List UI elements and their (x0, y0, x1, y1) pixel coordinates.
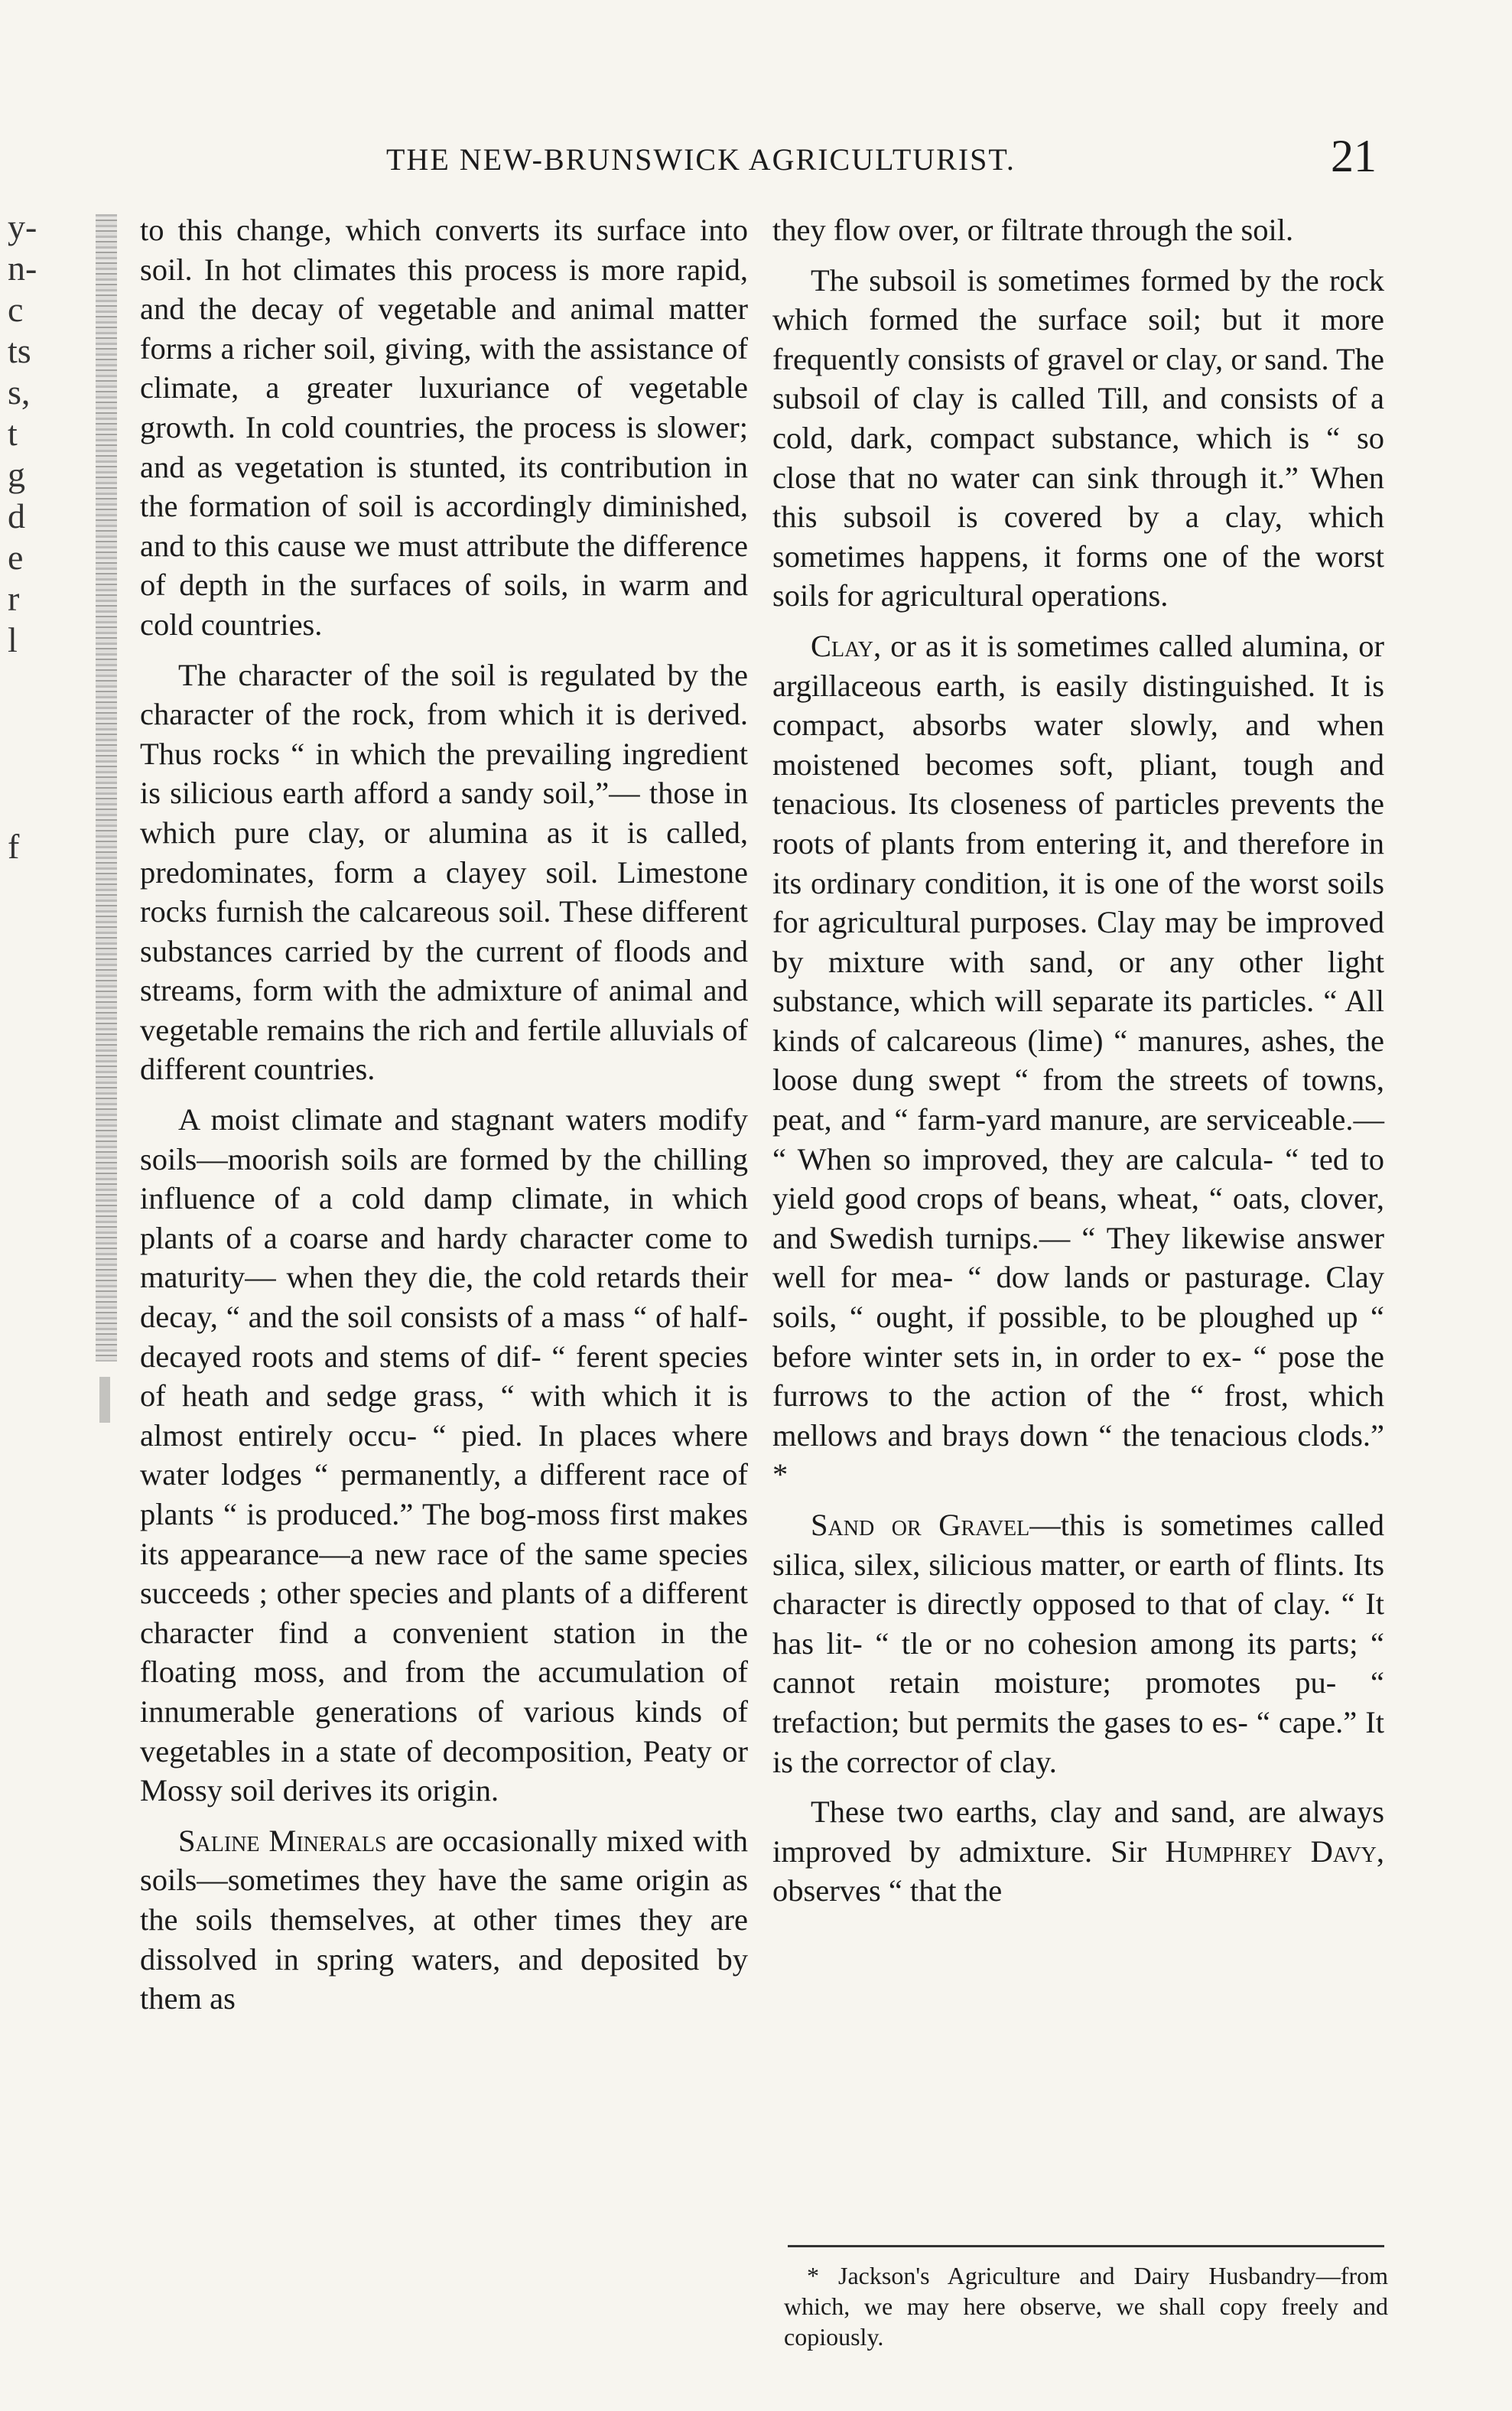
gutter-fragment: l (8, 620, 18, 659)
paragraph (772, 626, 1384, 1495)
footnote: * Jackson's Agriculture and Dairy Husbandry—from which, we may here observe, we shall copy freely and copiously. (784, 2262, 1388, 2351)
paragraph (772, 1505, 1384, 1781)
page-binding-mark (99, 1377, 110, 1423)
paragraph-text: These two earths, clay and sand, are always improved by admixture. Sir (772, 1794, 1384, 1869)
footnote-rule (788, 2245, 1384, 2247)
gutter-fragment: y- (8, 207, 37, 246)
paragraph: A moist climate and stagnant waters modify soils—moorish soils are formed by the chilling influence of a cold damp climate, in which plants of a coarse and hardy character come to maturity— when they die, the cold retards their decay, “ and the soil consists of a mass “ of half-decayed roots and stems of dif- “ ferent species of heath and sedge grass, “ with which it is almost entirely occu- “ pied. In places where water lodges “ permanently, a different race of plants “ is produced.” The bog-moss first makes its appearance—a new race of the same species succeeds ; other species and plants of a different character find a convenient station in the floating moss, and from the accumulation of innumerable generations of various kinds of vegetables in a state of decomposition, Peaty or Mossy soil derives its origin. (140, 1102, 748, 1808)
paragraph-text: —this is sometimes called silica, silex, silicious matter, or earth of flints. Its character is directly opposed to that of clay. “ It has lit- “ tle or no cohesion among its parts; “ cannot retain moisture; promotes pu- “ trefaction; but permits the gases to es- “ cape.” It is the corrector of clay. (772, 1508, 1384, 1779)
running-header (138, 131, 1377, 187)
paragraph: they flow over, or filtrate through the soil. (772, 213, 1294, 247)
paragraph-text: observes “ that the (772, 1873, 1003, 1908)
gutter-fragment: f (8, 827, 20, 866)
section-lead: Sand or Gravel (811, 1508, 1030, 1542)
paragraph: The character of the soil is regulated by the character of the rock, from which it is derived. Thus rocks “ in which the prevailing ingredient is silicious earth afford a sandy soil,”— those in which pure clay, or alumina as it is called, predominates, form a clayey soil. Limestone rocks furnish the calcareous soil. These different substances carried by the current of floods and streams, form with the admixture of animal and vegetable remains the rich and fertile alluvials of different countries. (140, 657, 748, 1087)
gutter-fragment: c (8, 290, 24, 329)
gutter-fragment (0, 785, 84, 826)
gutter-fragment (0, 702, 84, 743)
gutter-fragment: t (8, 414, 18, 453)
paragraph (140, 1821, 748, 2019)
gutter-fragment: g (8, 455, 25, 494)
gutter-fragment: n- (8, 249, 37, 288)
gutter-fragment: e (8, 538, 24, 577)
gutter-fragment: s, (8, 373, 31, 412)
paragraph: to this change, which converts its surface into soil. In hot climates this process is more rapid, and the decay of vegetable and animal matter forms a richer soil, giving, with the assistance of climate, a greater luxuriance of vegetable growth. In cold countries, the process is slower; and as vegetation is stunted, its contribution in the formation of soil is accordingly diminished, and to this cause we must attribute the difference of depth in the surfaces of soils, in warm and cold countries. (140, 213, 748, 642)
page-number: 21 (1331, 131, 1377, 181)
paragraph-text: are occasionally mixed with soils—sometimes they have the same origin as the soils themselves, at other times they are dissolved in spring waters, and deposited by them as (140, 1823, 749, 2016)
section-lead: Saline Minerals (178, 1823, 387, 1858)
left-column (140, 210, 748, 2029)
gutter-fragment (0, 743, 84, 785)
gutter-fragment: r (8, 579, 20, 618)
paragraph: The subsoil is sometimes formed by the rock which formed the surface soil; but it more frequently consists of gravel or clay, or sand. The subsoil of clay is called Till, and consists of a cold, dark, compact substance, which is “ so close that no water can sink through it.” When this subsoil is covered by a clay, which sometimes happens, it forms one of the worst soils for agricultural operations. (772, 262, 1384, 613)
gutter-fragment (0, 661, 84, 702)
right-column (772, 210, 1384, 1921)
gutter-fragment: d (8, 496, 25, 535)
page-binding-edge (96, 214, 117, 1362)
running-title: THE NEW-BRUNSWICK AGRICULTURIST. (386, 142, 1016, 177)
facing-page-fragments (0, 207, 84, 867)
section-lead: Humphrey Davy, (1165, 1833, 1384, 1869)
section-lead: Clay, (811, 628, 882, 663)
gutter-fragment: ts (8, 331, 31, 370)
paragraph (772, 1792, 1384, 1911)
paragraph-text: or as it is sometimes called alumina, or argillaceous earth, is easily distinguished. It is compact, absorbs water slowly, and when moistened becomes soft, pliant, tough and tenacious. Its closeness of particles prevents the roots of plants from entering it, and therefore in its ordinary condition, it is one of the worst soils for agricultural purposes. Clay may be improved by mixture with sand, or any other light substance, which will separate its particles. “ All kinds of calcareous (lime) “ manures, ashes, the loose dung swept “ from the streets of towns, peat, and “ farm-yard manure, are serviceable.— “ When so improved, they are calcula- “ ted to yield good crops of beans, wheat, “ oats, clover, and Swedish turnips.— “ They likewise answer well for mea- “ dow lands or pasturage. Clay soils, “ ought, if possible, to be ploughed up “ before winter sets in, in order to ex- “ pose the furrows to the action of the “ frost, which mellows and brays down “ the tenacious clods.” * (772, 628, 1384, 1492)
